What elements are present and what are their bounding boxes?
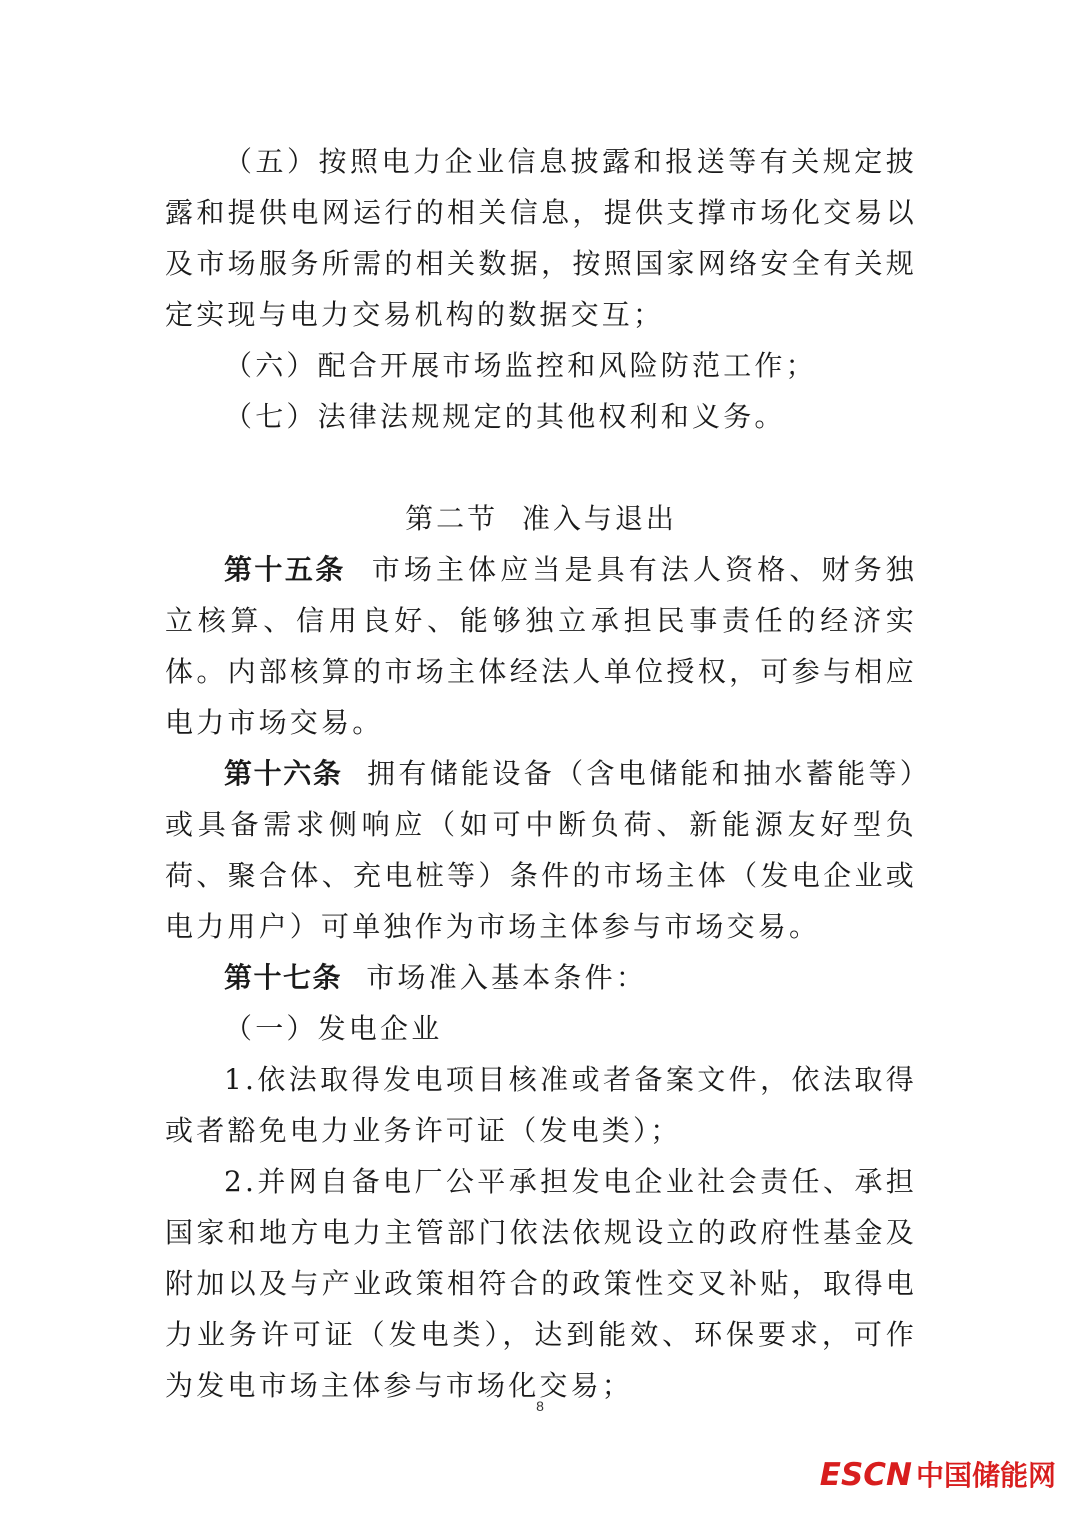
page-content xyxy=(165,136,917,1411)
article-15-text: 市场主体应当是具有法人资格、财务独立核算、信用良好、能够独立承担民事责任的经济实体。内部核算的市场主体经法人单位授权，可参与相应电力市场交易。 xyxy=(165,553,917,739)
article-16-label: 第十六条 xyxy=(224,757,343,790)
article-16 xyxy=(165,748,917,952)
subsection-power-generation: （一）发电企业 xyxy=(224,1012,443,1045)
condition-item-2: 2.并网自备电厂公平承担发电企业社会责任、承担国家和地方电力主管部门依法依规设立的政府性基金及附加以及与产业政策相符合的政策性交叉补贴，取得电力业务许可证（发电类），达到能效、环保要求，可作为发电市场主体参与市场化交易； xyxy=(165,1165,917,1402)
escn-watermark-logo xyxy=(820,1454,1056,1494)
article-17-text: 市场准入基本条件： xyxy=(342,961,648,994)
article-17 xyxy=(165,952,917,1003)
paragraph-item-6: （六）配合开展市场监控和风险防范工作； xyxy=(224,349,817,382)
watermark-latin: ESCN xyxy=(819,1457,912,1493)
article-17-label: 第十七条 xyxy=(224,961,343,994)
article-15-label: 第十五条 xyxy=(224,553,346,586)
section-title: 第二节 准入与退出 xyxy=(405,502,677,535)
page-number: 8 xyxy=(536,1398,544,1414)
condition-item-1: 1.依法取得发电项目核准或者备案文件，依法取得或者豁免电力业务许可证（发电类）； xyxy=(165,1063,917,1147)
watermark-chinese: 中国储能网 xyxy=(915,1459,1056,1492)
article-16-text: 拥有储能设备（含电储能和抽水蓄能等）或具备需求侧响应（如可中断负荷、新能源友好型负荷、聚合体、充电桩等）条件的市场主体（发电企业或电力用户）可单独作为市场主体参与市场交易。 xyxy=(165,757,917,943)
paragraph-item-5: （五）按照电力企业信息披露和报送等有关规定披露和提供电网运行的相关信息，提供支撑市场化交易以及市场服务所需的相关数据，按照国家网络安全有关规定实现与电力交易机构的数据交互； xyxy=(165,145,917,331)
paragraph-item-7: （七）法律法规规定的其他权利和义务。 xyxy=(224,400,786,433)
article-15 xyxy=(165,544,917,748)
